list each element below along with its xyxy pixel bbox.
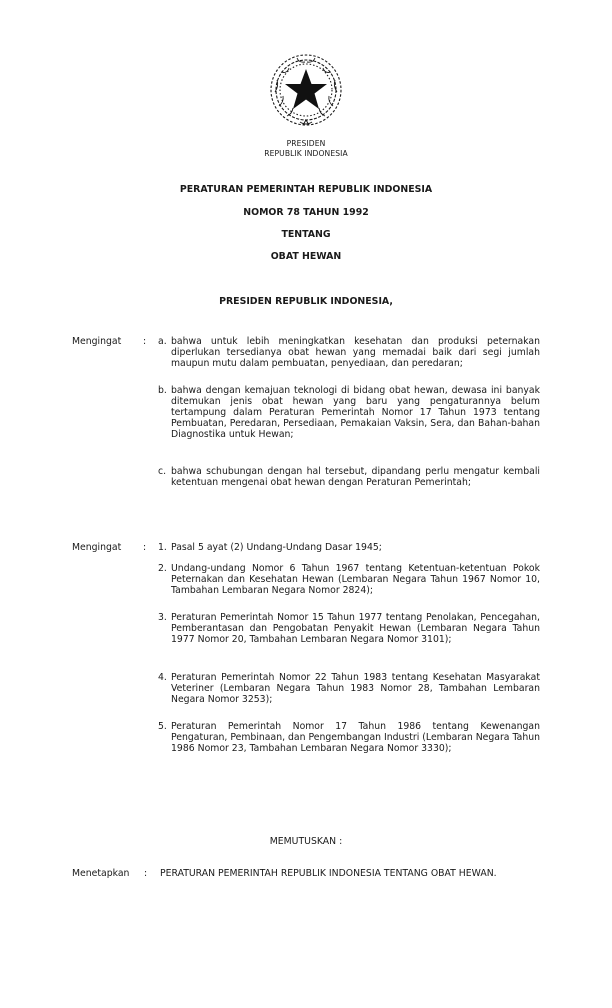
item-text: bahwa untuk lebih meningkatkan kesehatan dan produksi peternakan diperlukan tersedianya obat hewan yang memadai baik dari segi jumlah maupun mutu dalam pembuatan, penyediaan, dan peredaran; — [171, 336, 540, 370]
regulation-number: NOMOR 78 TAHUN 1992 — [243, 207, 369, 218]
decision-colon: : — [144, 868, 148, 879]
item-marker: 4. — [158, 672, 167, 683]
item-text: bahwa schubungan dengan hal tersebut, dipandang perlu mengatur kembali ketentuan mengenai obat hewan dengan Peraturan Pemerintah; — [171, 466, 540, 489]
item-marker: a. — [158, 336, 167, 347]
decision-label: Menetapkan — [72, 868, 130, 879]
item-marker: b. — [158, 385, 167, 396]
item-text: Peraturan Pemerintah Nomor 15 Tahun 1977 tentang Penolakan, Pencegahan, Pemberantasan dan Pengobatan Penyakit Hewan (Lembaran Negara Tahun 1977 Nomor 20, Tambahan Lembaran Negara Nomor 3101); — [171, 612, 540, 646]
item-text: Peraturan Pemerintah Nomor 17 Tahun 1986 tentang Kewenangan Pengaturan, Pembinaan, dan Pengembangan Industri (Lembaran Negara Tahun 1986 Nomor 23, Tambahan Lembaran Negara Nomor 3330); — [171, 721, 540, 755]
emblem-caption-republik: REPUBLIK INDONESIA — [264, 149, 348, 158]
item-marker: 2. — [158, 563, 167, 574]
regulation-tentang: TENTANG — [281, 229, 331, 240]
recalling-label: Mengingat — [72, 542, 122, 553]
item-marker: c. — [158, 466, 167, 477]
regulation-title: PERATURAN PEMERINTAH REPUBLIK INDONESIA — [179, 184, 433, 195]
item-marker: 5. — [158, 721, 167, 732]
decision-text: PERATURAN PEMERINTAH REPUBLIK INDONESIA TENTANG OBAT HEWAN. — [160, 868, 497, 879]
regulation-subject: OBAT HEWAN — [270, 251, 342, 262]
item-text: bahwa dengan kemajuan teknologi di bidang obat hewan, dewasa ini banyak ditemukan jenis obat hewan yang baru yang pengaturannya belum tertampung dalam Peraturan Pemerintah Nomor 17 Tahun 1973 tentang Pembuatan, Peredaran, Persediaan, Pemakaian Vaksin, Sera, dan Bahan-bahan Diagnostika untuk Hewan; — [171, 385, 540, 441]
preamble-heading: PRESIDEN REPUBLIK INDONESIA, — [219, 296, 393, 307]
recalling-colon: : — [143, 542, 147, 553]
item-marker: 1. — [158, 542, 167, 553]
item-text: Peraturan Pemerintah Nomor 22 Tahun 1983 tentang Kesehatan Masyarakat Veteriner (Lembaran Negara Tahun 1983 Nomor 28, Tambahan Lembaran Negara Nomor 3253); — [171, 672, 540, 706]
emblem-caption-presiden: PRESIDEN — [286, 139, 326, 148]
state-emblem-icon — [267, 52, 345, 130]
considering-colon: : — [143, 336, 147, 347]
decision-heading: MEMUTUSKAN : — [269, 836, 343, 847]
item-marker: 3. — [158, 612, 167, 623]
item-text: Pasal 5 ayat (2) Undang-Undang Dasar 1945; — [171, 542, 382, 553]
considering-label: Mengingat — [72, 336, 122, 347]
item-text: Undang-undang Nomor 6 Tahun 1967 tentang Ketentuan-ketentuan Pokok Peternakan dan Kesehatan Hewan (Lembaran Negara Tahun 1967 Nomor 10, Tambahan Lembaran Negara Nomor 2824); — [171, 563, 540, 597]
